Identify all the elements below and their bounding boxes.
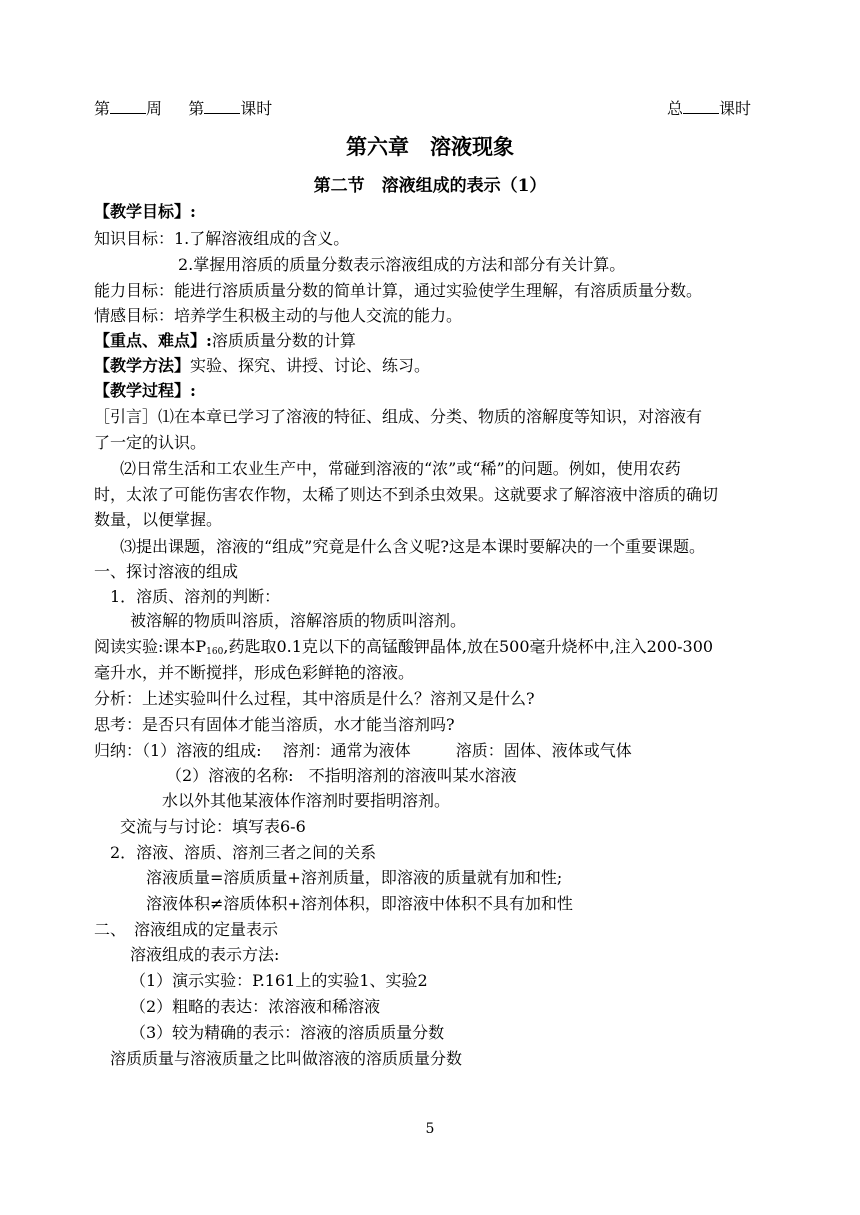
reading-experiment-page-subscript: 160 [206, 647, 224, 657]
part-2-item-1: （1）演示实验：P.161上的实验1、实验2 [130, 971, 428, 990]
part-1-heading: 一、探讨溶液的组成 [94, 562, 239, 581]
total-blank [683, 98, 719, 114]
summary-naming [166, 765, 517, 787]
total-prefix: 总 [667, 99, 684, 118]
part-2-heading: 二、 溶液组成的定量表示 [94, 920, 279, 939]
key-points [94, 330, 356, 352]
teaching-method [94, 355, 430, 377]
summary-solute: 溶质：固体、液体或气体 [455, 741, 632, 760]
reading-experiment-a: 阅读实验:课本P [94, 637, 207, 656]
intro-paragraph-3: ⑶提出课题，溶液的“组成”究竟是什么含义呢?这是本课时要解决的一个重要课题。 [120, 537, 705, 556]
summary-naming-text: 不指明溶剂的溶液叫某水溶液 [308, 766, 517, 785]
week-suffix: 周 [146, 99, 163, 118]
page-number: 5 [425, 1121, 435, 1137]
intro-paragraph-1-cont: 了一定的认识。 [94, 433, 207, 452]
summary-solvent: 溶剂：通常为液体 [282, 741, 411, 760]
reading-experiment [94, 636, 713, 663]
mass-relation: 溶液质量=溶质质量+溶剂质量，即溶液的质量就有加和性; [146, 868, 563, 887]
ability-objective: 能力目标：能进行溶质质量分数的简单计算，通过实验使学生理解，有溶质质量分数。 [94, 281, 703, 300]
total-suffix: 课时 [719, 99, 752, 118]
intro-paragraph-2-cont-2: 数量，以便掌握。 [94, 510, 223, 529]
key-points-text: 溶质质量分数的计算 [211, 331, 356, 350]
header-week-lesson [94, 98, 272, 120]
thinking-question: 思考：是否只有固体才能当溶质，水才能当溶剂吗? [94, 715, 455, 734]
intro-paragraph-1: ［引言］⑴在本章已学习了溶液的特征、组成、分类、物质的溶解度等知识，对溶液有 [94, 407, 703, 426]
intro-paragraph-2: ⑵日常生活和工农业生产中，常碰到溶液的“浓”或“稀”的问题。例如，使用农药 [120, 459, 681, 478]
knowledge-objective-1: 知识目标：1.了解溶液组成的含义。 [94, 229, 350, 248]
analysis-question: 分析：上述实验叫什么过程，其中溶质是什么？溶剂又是什么? [94, 689, 535, 708]
solute-solvent-definition: 被溶解的物质叫溶质，溶解溶质的物质叫溶剂。 [130, 611, 467, 630]
part-1-item-2: 2．溶液、溶质、溶剂三者之间的关系 [110, 843, 377, 862]
reading-experiment-cont: 毫升水，并不断搅拌，形成色彩鲜艳的溶液。 [94, 663, 415, 682]
mass-fraction-definition: 溶质质量与溶液质量之比叫做溶液的溶质质量分数 [110, 1049, 463, 1068]
chapter-title: 第六章 溶液现象 [346, 134, 514, 159]
summary-composition-label: 归纳：（1）溶液的组成: [94, 741, 262, 760]
exchange-discussion: 交流与与讨论：填写表6-6 [120, 817, 306, 836]
header-total [667, 98, 751, 120]
lesson-blank [204, 98, 240, 114]
teaching-method-label: 【教学方法】 [94, 356, 191, 375]
part-2-item-3: （3）较为精确的表示：溶液的溶质质量分数 [130, 1023, 445, 1042]
part-2-item-2: （2）粗略的表达：浓溶液和稀溶液 [130, 997, 381, 1016]
part-1-item-1: 1．溶质、溶剂的判断： [110, 587, 281, 606]
key-points-label: 【重点、难点】: [94, 331, 212, 350]
week-prefix: 第 [94, 99, 111, 118]
volume-relation: 溶液体积≠溶质体积+溶剂体积，即溶液中体积不具有加和性 [146, 894, 573, 913]
emotion-objective: 情感目标：培养学生积极主动的与他人交流的能力。 [94, 306, 463, 325]
lesson-suffix: 课时 [240, 99, 273, 118]
part-2-method: 溶液组成的表示方法: [130, 945, 280, 964]
teaching-method-text: 实验、探究、讲授、讨论、练习。 [190, 356, 431, 375]
week-blank [110, 98, 146, 114]
intro-paragraph-2-cont-1: 时，太浓了可能伤害农作物，太稀了则达不到杀虫效果。这就要求了解溶液中溶质的确切 [94, 485, 719, 504]
lesson-prefix: 第 [188, 99, 205, 118]
reading-experiment-b: ,药匙取0.1克以下的高锰酸钾晶体,放在500毫升烧杯中,注入200-300 [223, 637, 714, 656]
summary-naming-cont: 水以外其他某液体作溶剂时要指明溶剂。 [162, 791, 451, 810]
knowledge-objective-2: 2.掌握用溶质的质量分数表示溶液组成的方法和部分有关计算。 [178, 255, 626, 274]
summary-naming-label: （2）溶液的名称: [166, 766, 294, 785]
section-title: 第二节 溶液组成的表示（1） [313, 176, 547, 196]
process-heading: 【教学过程】: [94, 381, 196, 400]
summary-composition [94, 740, 632, 762]
objectives-heading: 【教学目标】: [94, 202, 196, 221]
